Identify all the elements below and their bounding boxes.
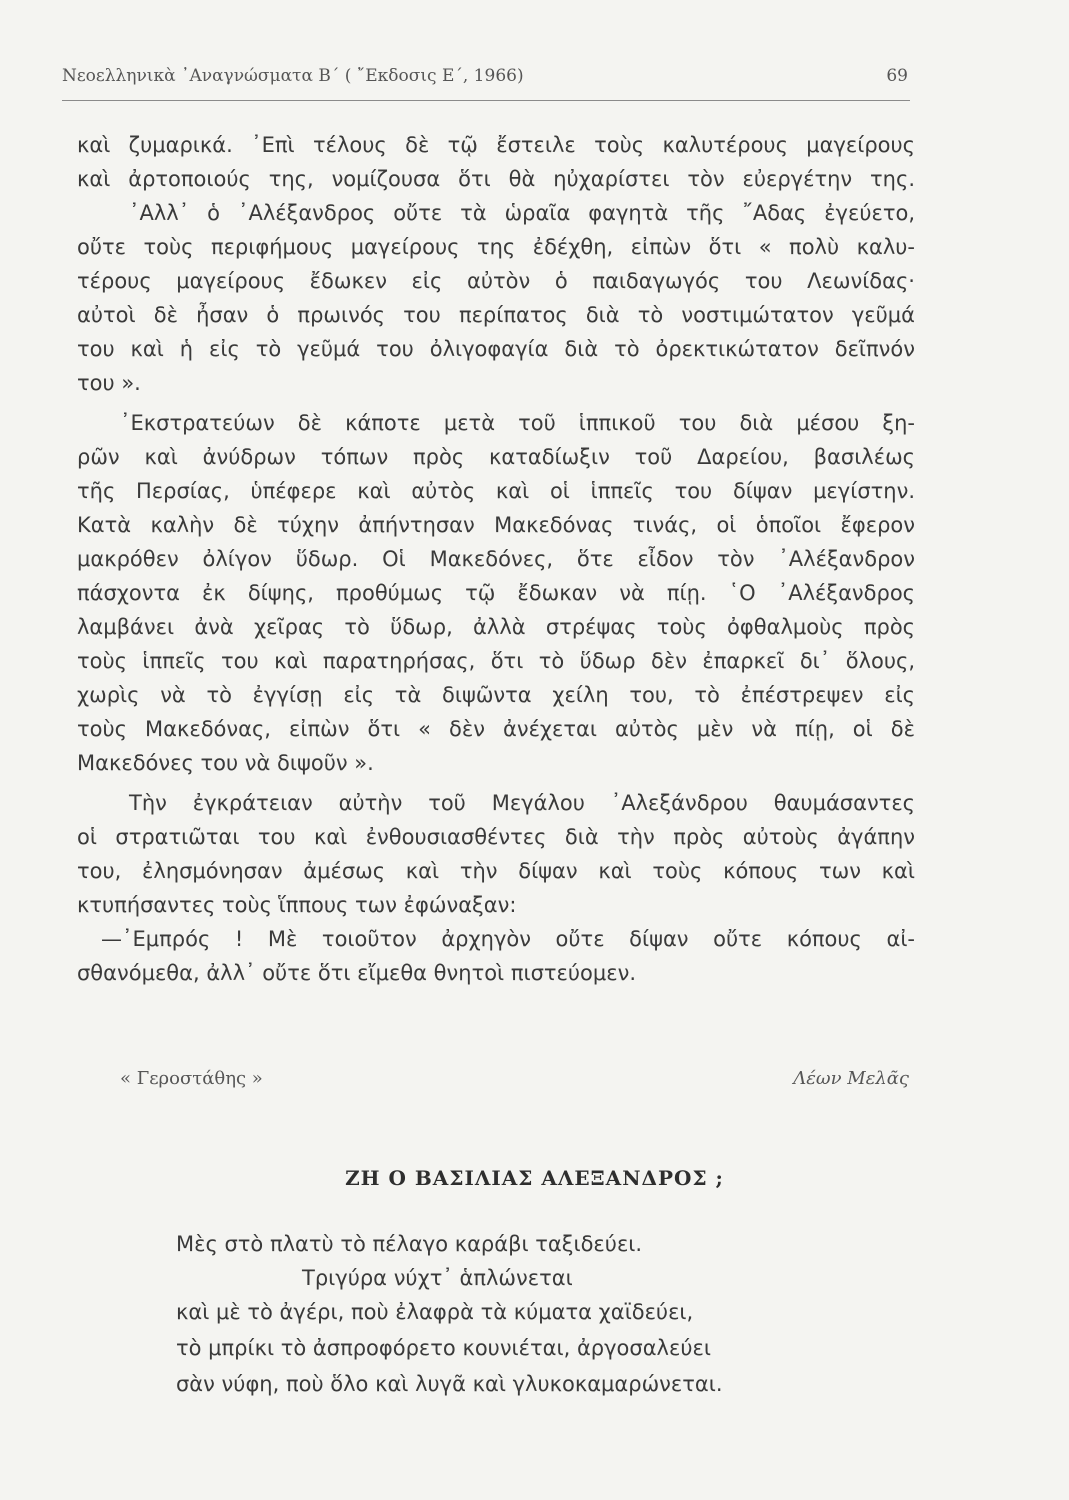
prose-line: ᾿Εκστρατεύων δὲ κάποτε μετὰ τοῦ ἱππικοῦ του διὰ μέσου ξη-	[120, 411, 915, 435]
poem-line: καὶ μὲ τὸ ἀγέρι, ποὺ ἐλαφρὰ τὰ κύματα χαϊδεύει,	[176, 1300, 694, 1324]
prose-line: Κατὰ καλὴν δὲ τύχην ἀπήντησαν Μακεδόνας τινάς, οἱ ὁποῖοι ἔφερον	[77, 513, 915, 537]
running-title: Νεοελληνικὰ ᾿Αναγνώσματα Β΄ ( ῎Εκδοσις Ε΄, 1966)	[62, 66, 524, 86]
prose-line: σθανόμεθα, ἀλλ᾿ οὔτε ὅτι εἴμεθα θνητοὶ πιστεύομεν.	[77, 961, 637, 985]
prose-line: οἱ στρατιῶται του καὶ ἐνθουσιασθέντες διὰ τὴν πρὸς αὐτοὺς ἀγάπην	[77, 825, 915, 849]
prose-line: τέρους μαγείρους ἔδωκεν εἰς αὐτὸν ὁ παιδαγωγός του Λεωνίδας·	[77, 269, 915, 293]
prose-line: Τὴν ἐγκράτειαν αὐτὴν τοῦ Μεγάλου ᾿Αλεξάνδρου θαυμάσαντες	[129, 791, 915, 815]
prose-line: —᾿Εμπρός ! Μὲ τοιοῦτον ἀρχηγὸν οὔτε δίψαν οὔτε κόπους αἰ-	[101, 927, 915, 951]
poem-line: Τριγύρα νύχτ᾿ ἁπλώνεται	[302, 1266, 573, 1290]
prose-line: καὶ ἀρτοποιούς της, νομίζουσα ὅτι θὰ ηὐχαρίστει τὸν εὐεργέτην της.	[77, 167, 915, 191]
running-head	[62, 66, 910, 96]
prose-line: ρῶν καὶ ἀνύδρων τόπων πρὸς καταδίωξιν τοῦ Δαρείου, βασιλέως	[77, 445, 915, 469]
prose-line: τοὺς Μακεδόνας, εἰπὼν ὅτι « δὲν ἀνέχεται αὐτὸς μὲν νὰ πίῃ, οἱ δὲ	[77, 717, 915, 741]
prose-line: Μακεδόνες του νὰ διψοῦν ».	[77, 751, 374, 775]
prose-line: αὐτοὶ δὲ ἦσαν ὁ πρωινός του περίπατος διὰ τὸ νοστιμώτατον γεῦμά	[77, 303, 915, 327]
prose-line: του ».	[77, 371, 141, 395]
prose-line: ᾿Αλλ᾿ ὁ ᾿Αλέξανδρος οὔτε τὰ ὡραῖα φαγητὰ τῆς ῎Αδας ἐγεύετο,	[129, 201, 915, 225]
prose-line: μακρόθεν ὀλίγον ὕδωρ. Οἱ Μακεδόνες, ὅτε εἶδον τὸν ᾿Αλέξανδρον	[77, 547, 915, 571]
prose-line: του καὶ ἡ εἰς τὸ γεῦμά του ὀλιγοφαγία διὰ τὸ ὀρεκτικώτατον δεῖπνόν	[77, 337, 915, 361]
prose-line: καὶ ζυμαρικά. ᾿Επὶ τέλους δὲ τῷ ἔστειλε τοὺς καλυτέρους μαγείρους	[77, 133, 915, 157]
poem-title: ΖΗ Ο ΒΑΣΙΛΙΑΣ ΑΛΕΞΑΝΔΡΟΣ ;	[345, 1166, 724, 1190]
prose-line: λαμβάνει ἀνὰ χεῖρας τὸ ὕδωρ, ἀλλὰ στρέψας τοὺς ὀφθαλμοὺς πρὸς	[77, 615, 915, 639]
poem-line: Μὲς στὸ πλατὺ τὸ πέλαγο καράβι ταξιδεύει.	[176, 1232, 643, 1256]
prose-line: τῆς Περσίας, ὑπέφερε καὶ αὐτὸς καὶ οἱ ἱππεῖς του δίψαν μεγίστην.	[77, 479, 915, 503]
poem-line: σὰν νύφη, ποὺ ὅλο καὶ λυγᾶ καὶ γλυκοκαμαρώνεται.	[176, 1372, 723, 1396]
prose-line: τοὺς ἱππεῖς του καὶ παρατηρήσας, ὅτι τὸ ὕδωρ δὲν ἐπαρκεῖ δι᾿ ὅλους,	[77, 649, 915, 673]
prose-line: κτυπήσαντες τοὺς ἵππους των ἐφώναξαν:	[77, 893, 517, 917]
page-number: 69	[886, 66, 908, 86]
header-rule	[62, 100, 910, 101]
author-name: Λέων Μελᾶς	[793, 1068, 909, 1089]
poem-line: τὸ μπρίκι τὸ ἀσπροφόρετο κουνιέται, ἀργοσαλεύει	[176, 1336, 711, 1360]
prose-line: χωρὶς νὰ τὸ ἐγγίσῃ εἰς τὰ διψῶντα χείλη του, τὸ ἐπέστρεψεν εἰς	[77, 683, 915, 707]
prose-line: οὔτε τοὺς περιφήμους μαγείρους της ἐδέχθη, εἰπὼν ὅτι « πολὺ καλυ-	[77, 235, 915, 259]
prose-line: του, ἐλησμόνησαν ἀμέσως καὶ τὴν δίψαν καὶ τοὺς κόπους των καὶ	[77, 859, 915, 883]
prose-line: πάσχοντα ἐκ δίψης, προθύμως τῷ ἔδωκαν νὰ πίῃ. ῾Ο ᾿Αλέξανδρος	[77, 581, 915, 605]
source-citation: « Γεροστάθης »	[120, 1068, 263, 1089]
